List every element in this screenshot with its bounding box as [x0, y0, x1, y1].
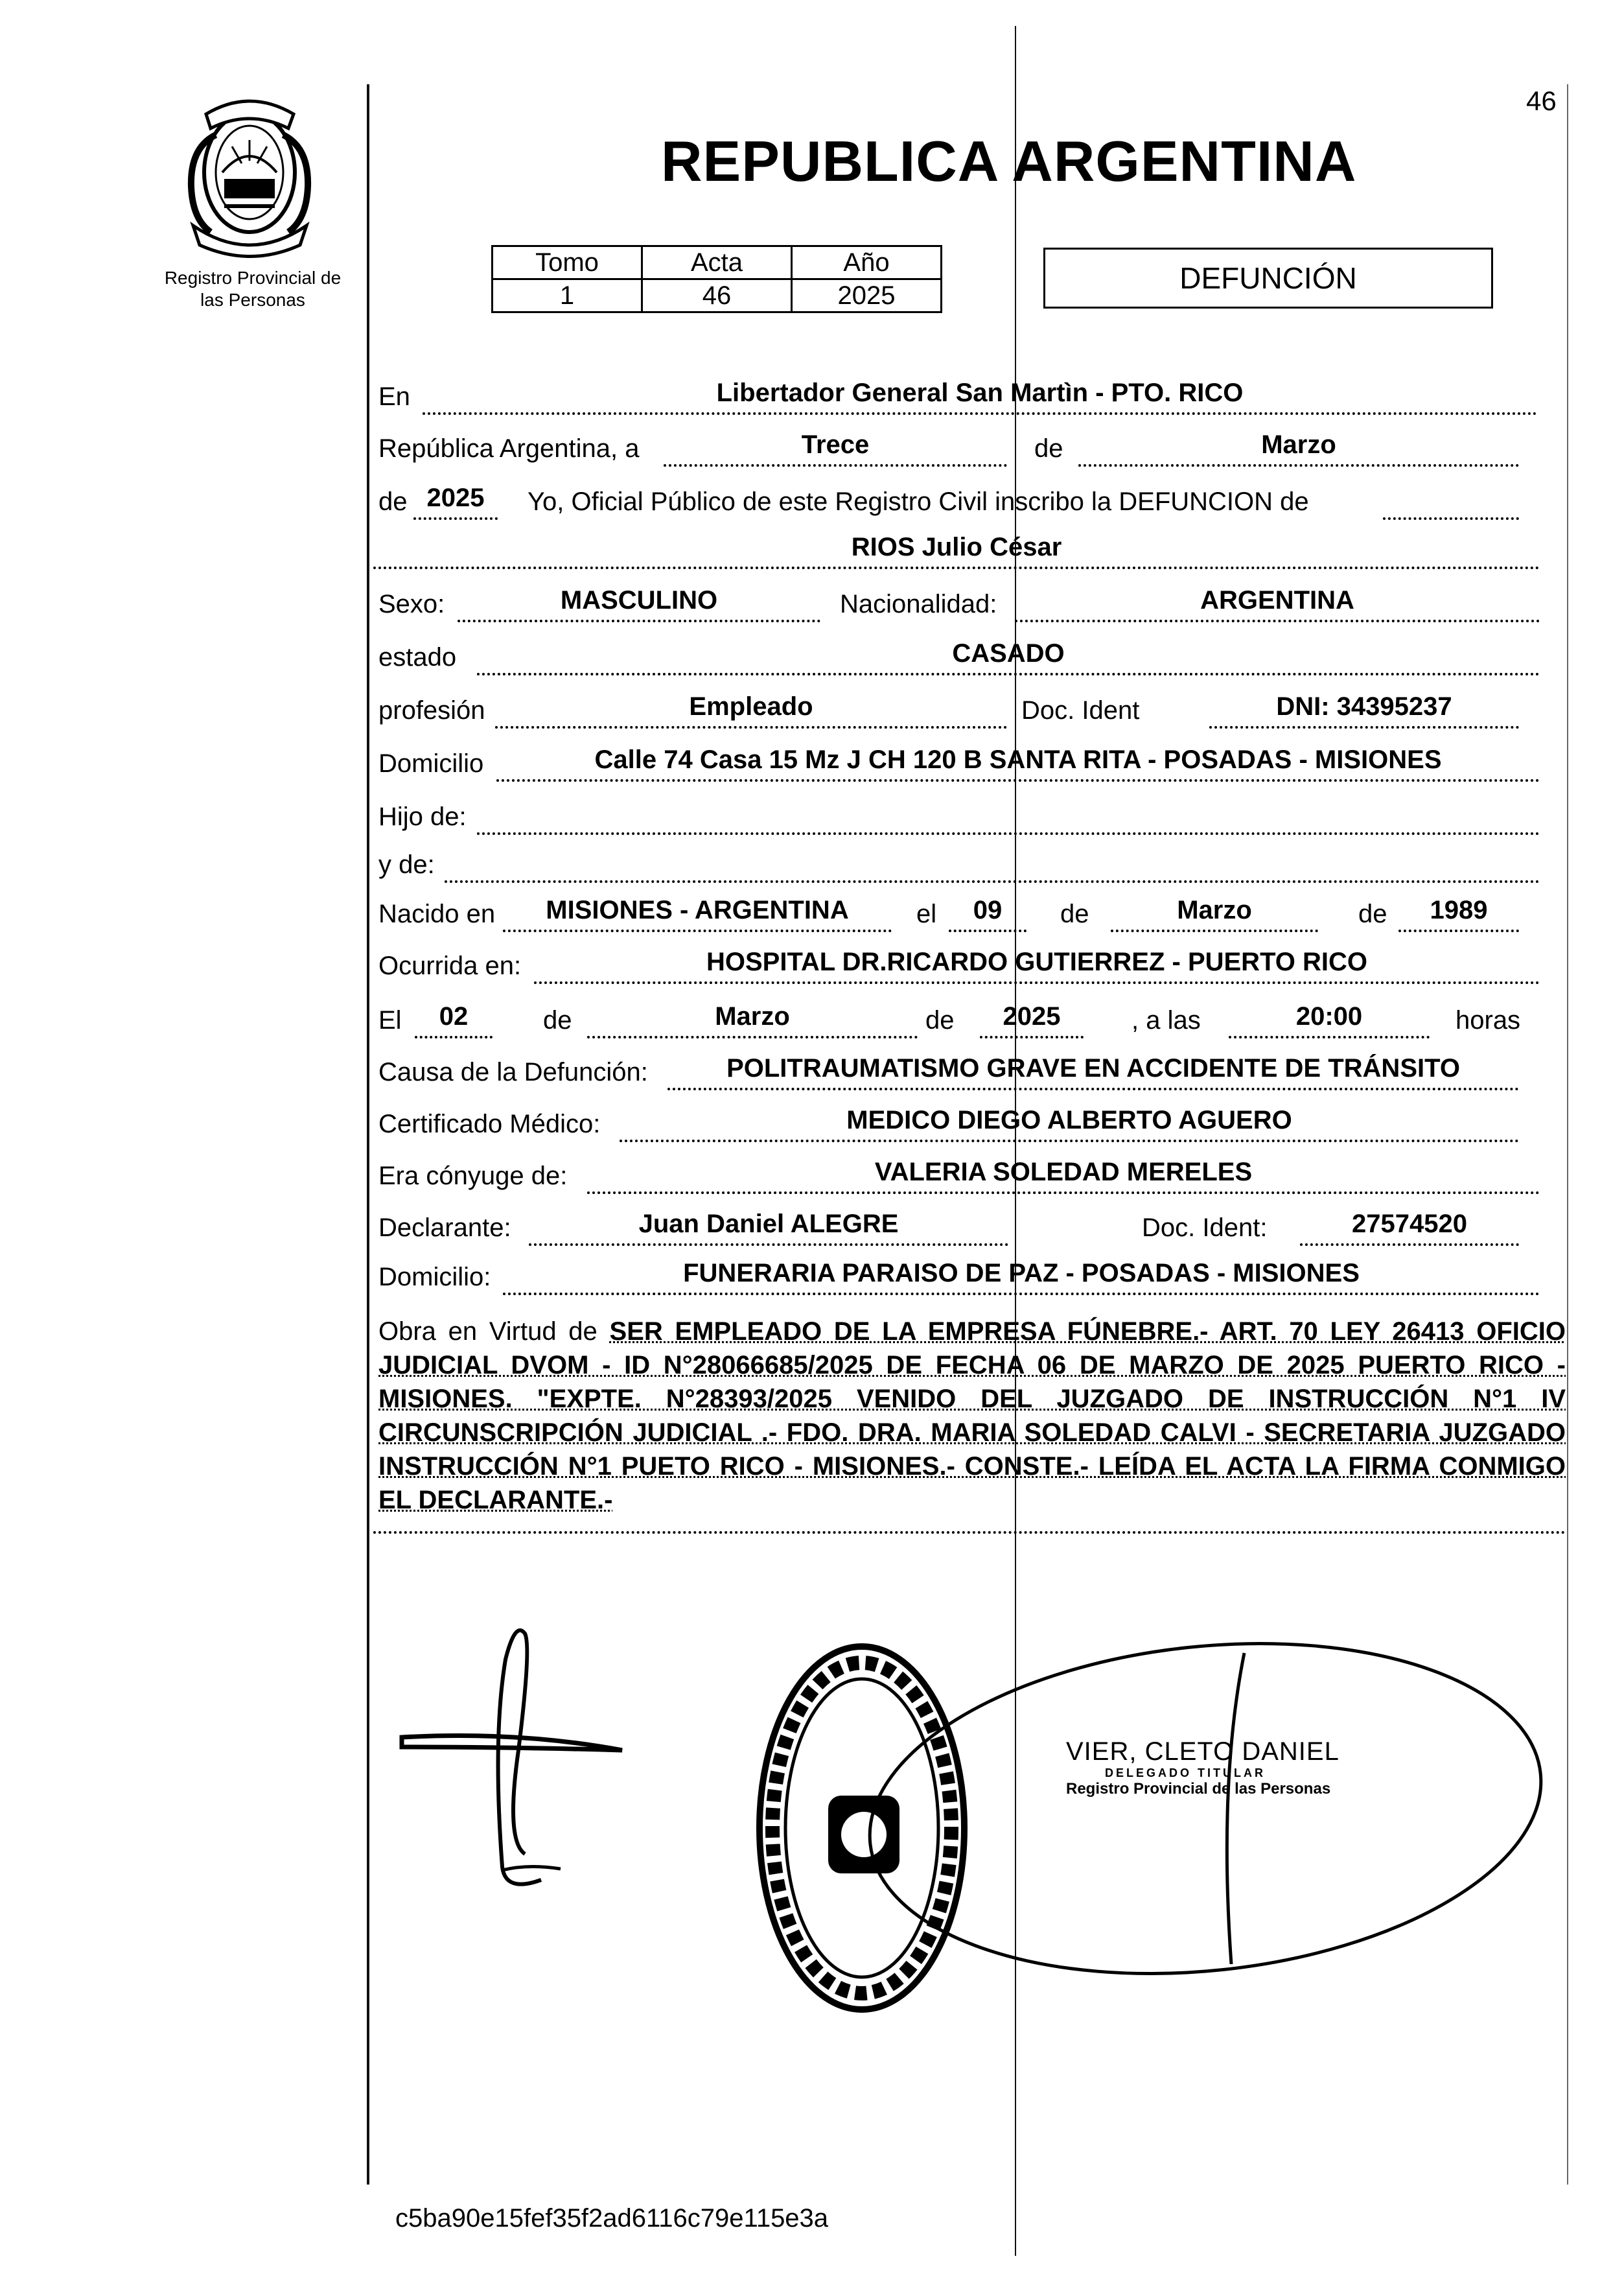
declarante-doc-label: Doc. Ident: [1142, 1213, 1268, 1242]
en-value: Libertador General San Martìn - PTO. RICO [423, 379, 1537, 415]
inscribo-text: Yo, Oficial Público de este Registro Civil inscribo la DEFUNCION de [528, 487, 1309, 516]
sexo-value: MASCULINO [458, 586, 820, 622]
row-domicilio [373, 742, 1540, 788]
causa-label: Causa de la Defunción: [378, 1058, 648, 1086]
acta-table [491, 245, 942, 313]
declarante-domicilio-value: FUNERARIA PARAISO DE PAZ - POSADAS - MISIONES [503, 1259, 1540, 1295]
domicilio-value: Calle 74 Casa 15 Mz J CH 120 B SANTA RITA - POSADAS - MISIONES [496, 745, 1540, 782]
profesion-label: profesión [378, 696, 485, 725]
declarante-domicilio-label: Domicilio: [378, 1263, 491, 1291]
birth-de-label-2: de [1358, 900, 1387, 928]
certificado-label: Certificado Médico: [378, 1110, 601, 1138]
birth-year-value: 1989 [1398, 896, 1519, 932]
obra-end-rule [373, 1531, 1566, 1534]
doc-ident-label: Doc. Ident [1021, 696, 1140, 725]
registry-label [149, 267, 356, 311]
alas-label: , a las [1131, 1006, 1201, 1035]
declarante-doc-value: 27574520 [1300, 1210, 1519, 1246]
delegado-stamp-outline-icon [842, 1634, 1555, 1984]
estado-label: estado [378, 643, 457, 672]
row-en [373, 375, 1540, 421]
acta-header-acta: Acta [642, 246, 792, 279]
row-declarante-domicilio [373, 1255, 1540, 1302]
row-nacido [373, 892, 1540, 939]
provincial-seal-icon [167, 96, 332, 258]
death-month-value: Marzo [587, 1002, 918, 1038]
declarante-value: Juan Daniel ALEGRE [529, 1210, 1008, 1246]
estado-value: CASADO [477, 639, 1540, 675]
de-year-label: de [378, 487, 408, 516]
row-certificado [373, 1102, 1540, 1149]
certificado-value: MEDICO DIEGO ALBERTO AGUERO [620, 1106, 1519, 1142]
nacionalidad-value: ARGENTINA [1015, 586, 1540, 622]
delegado-title: DELEGADO TITULAR [1105, 1766, 1266, 1779]
domicilio-label: Domicilio [378, 749, 484, 778]
obra-paragraph [378, 1315, 1566, 1517]
profesion-value: Empleado [495, 692, 1007, 729]
page-number: 46 [1526, 86, 1557, 116]
acta-table-header-row [493, 246, 942, 279]
inscribo-fill [1383, 484, 1519, 520]
registry-label-line2: las Personas [200, 290, 305, 310]
row-death-date [373, 998, 1540, 1045]
page-title: REPUBLICA ARGENTINA [661, 129, 1357, 193]
acta-header-ano: Año [792, 246, 942, 279]
row-sexo [373, 582, 1540, 629]
declarante-label: Declarante: [378, 1213, 511, 1242]
death-time-value: 20:00 [1229, 1002, 1430, 1038]
horas-label: horas [1456, 1006, 1521, 1035]
yde-value [445, 847, 1540, 883]
obra-text: SER EMPLEADO DE LA EMPRESA FÚNEBRE.- ART. 70 LEY 26413 OFICIO JUDICIAL DVOM - ID N°28066685/2025 DE FECHA 06 DE MARZO DE 2025 PUERTO RICO - MISIONES. "EXPTE. N°28393/2025 VENIDO DEL JUZGADO DE INSTRUCCIÓN N°1 IV CIRCUNSCRIPCIÓN JUDICIAL .- FDO. DRA. MARIA SOLEDAD CALVI - SECRETARIA JUZGADO INSTRUCCIÓN N°1 PUETO RICO - MISIONES.- CONSTE.- LEÍDA EL ACTA LA FIRMA CONMIGO EL DECLARANTE.- [378, 1317, 1566, 1514]
row-estado [373, 635, 1540, 682]
right-border-line [1567, 84, 1568, 2185]
row-year [373, 480, 1540, 526]
delegado-name: VIER, CLETO DANIEL [1066, 1737, 1340, 1766]
row-conyuge [373, 1154, 1540, 1201]
en-label: En [378, 382, 410, 411]
nacido-value: MISIONES - ARGENTINA [503, 896, 892, 932]
yde-label: y de: [378, 850, 435, 879]
death-day-value: 02 [415, 1002, 493, 1038]
causa-value: POLITRAUMATISMO GRAVE EN ACCIDENTE DE TRÁNSITO [667, 1054, 1519, 1090]
birth-de-label-1: de [1060, 900, 1089, 928]
birth-day-value: 09 [949, 896, 1027, 932]
nacido-label: Nacido en [378, 900, 496, 928]
nacionalidad-label: Nacionalidad: [840, 590, 997, 618]
document-hash: c5ba90e15fef35f2ad6116c79e115e3a [395, 2204, 829, 2233]
row-deceased-name [373, 529, 1540, 576]
row-profesion [373, 688, 1540, 735]
sexo-label: Sexo: [378, 590, 445, 618]
row-ocurrida [373, 944, 1540, 990]
obra-label: Obra en Virtud de [378, 1317, 597, 1346]
birth-month-value: Marzo [1111, 896, 1318, 932]
acta-header-tomo: Tomo [493, 246, 642, 279]
declarante-signature-icon [389, 1608, 635, 1886]
deceased-name-value: RIOS Julio César [373, 533, 1540, 569]
year-value: 2025 [413, 484, 498, 520]
acta-value-acta: 46 [642, 279, 792, 312]
el-label: el [916, 900, 937, 928]
delegado-registry: Registro Provincial de las Personas [1066, 1780, 1331, 1798]
row-republica [373, 427, 1540, 473]
conyuge-value: VALERIA SOLEDAD MERELES [587, 1158, 1540, 1194]
El-label: El [378, 1006, 402, 1035]
document-type-box: DEFUNCIÓN [1043, 248, 1493, 309]
row-hijo [373, 795, 1540, 841]
conyuge-label: Era cónyuge de: [378, 1162, 568, 1190]
acta-table-value-row [493, 279, 942, 312]
doc-ident-value: DNI: 34395237 [1209, 692, 1519, 729]
acta-value-tomo: 1 [493, 279, 642, 312]
hijo-value [477, 799, 1540, 835]
death-de-label-1: de [543, 1006, 572, 1035]
ocurrida-label: Ocurrida en: [378, 952, 522, 980]
de-label: de [1034, 434, 1063, 463]
row-yde [373, 843, 1540, 889]
row-declarante [373, 1206, 1540, 1252]
left-border-line [367, 84, 369, 2185]
hijo-label: Hijo de: [378, 803, 467, 831]
death-de-label-2: de [925, 1006, 955, 1035]
acta-value-ano: 2025 [792, 279, 942, 312]
delegado-stamp [1066, 1737, 1340, 1798]
republica-label: República Argentina, a [378, 434, 640, 463]
death-year-value: 2025 [980, 1002, 1084, 1038]
row-causa [373, 1050, 1540, 1097]
month-word-value: Marzo [1078, 430, 1519, 467]
day-word-value: Trece [664, 430, 1007, 467]
ocurrida-value: HOSPITAL DR.RICARDO GUTIERREZ - PUERTO RICO [534, 948, 1540, 984]
registry-label-line1: Registro Provincial de [164, 268, 342, 288]
